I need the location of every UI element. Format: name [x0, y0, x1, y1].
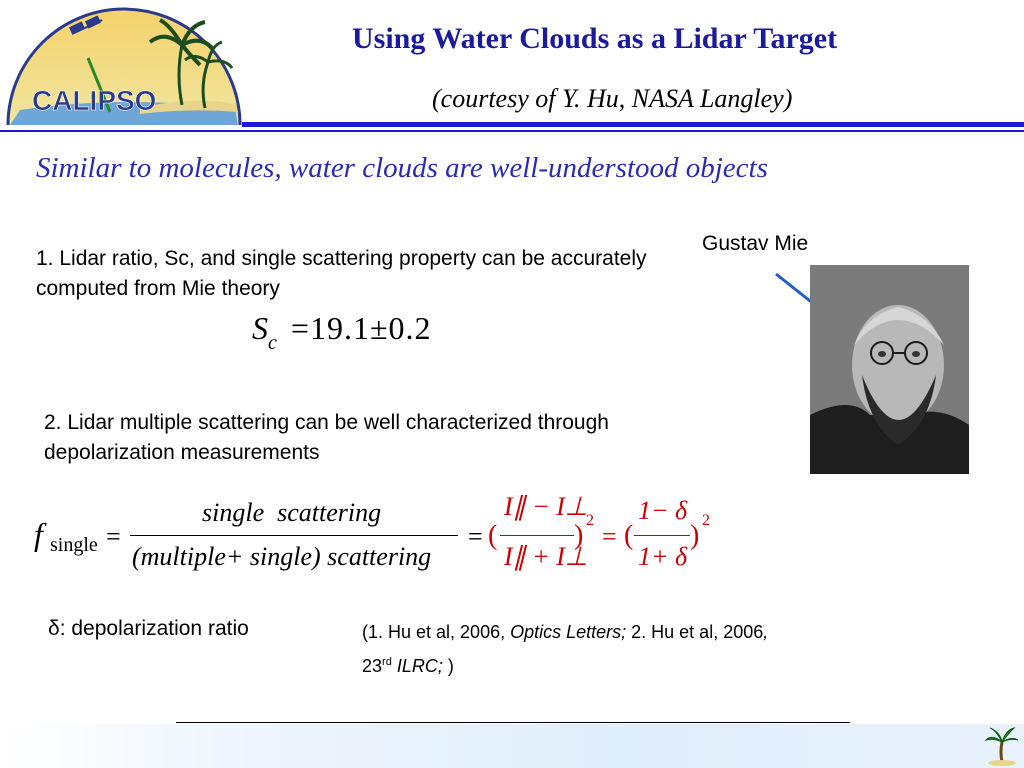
- eq2-delta-numerator: 1− δ: [638, 496, 688, 525]
- point-two-text: 2. Lidar multiple scattering can be well characterized through depolarization measurements: [44, 411, 609, 464]
- eq2-delta-denominator: 1+ δ: [638, 542, 688, 571]
- palm-tree-icon: [982, 726, 1022, 766]
- eq2-delta-bar: [634, 535, 690, 536]
- eq2-equals-2: =: [468, 522, 483, 551]
- ref-journal2: ILRC;: [391, 656, 443, 676]
- eq2-intensity-bar: [500, 535, 574, 536]
- footer-rule: [176, 722, 850, 723]
- header-rule-thick: [242, 122, 1024, 127]
- eq1-symbol: S: [252, 310, 268, 346]
- logo-text: CALIPSO: [32, 85, 157, 116]
- ref-close: ): [442, 656, 454, 676]
- eq2-num-single: single: [202, 498, 265, 527]
- slide-subtitle: Similar to molecules, water clouds are well-understood objects: [36, 152, 768, 184]
- equation-lidar-ratio: [252, 310, 432, 354]
- reference-citation: [362, 617, 922, 681]
- point-one-text: 1. Lidar ratio, Sc, and single scattering property can be accurately computed from Mie theory: [36, 247, 647, 300]
- eq2-open-paren-2: (: [624, 520, 634, 551]
- slide-title: Using Water Clouds as a Lidar Target: [352, 22, 838, 55]
- ref-num: 23: [362, 656, 383, 676]
- depolarization-note: δ: depolarization ratio: [48, 617, 249, 640]
- eq2-lhs-symbol: f: [34, 516, 43, 552]
- eq2-equals-3: =: [602, 522, 617, 551]
- gustav-mie-portrait: [810, 265, 969, 474]
- equation-single-fraction: [0, 490, 760, 590]
- ref-part1: (1. Hu et al, 2006,: [362, 622, 511, 642]
- courtesy-line: (courtesy of Y. Hu, NASA Langley): [432, 84, 793, 113]
- portrait-caption: Gustav Mie: [702, 232, 809, 255]
- ref-comma: ,: [763, 622, 769, 642]
- ref-sup: rd: [382, 656, 392, 668]
- eq2-equals-1: =: [106, 522, 121, 551]
- calipso-logo: [0, 0, 245, 125]
- eq2-fraction-bar: [130, 535, 458, 536]
- eq2-lhs-subscript: single: [50, 534, 98, 556]
- eq1-rhs: =19.1±0.2: [290, 310, 432, 346]
- eq2-intensity-numerator: I∥ − I⊥: [504, 492, 588, 521]
- eq2-close-paren-2: ): [690, 520, 700, 551]
- ref-journal1: Optics Letters;: [510, 622, 627, 642]
- eq2-power-2: 2: [702, 512, 710, 529]
- footer-gradient: [0, 724, 1024, 768]
- eq2-intensity-denominator: I∥ + I⊥: [504, 542, 588, 571]
- ref-part2: 2. Hu et al, 2006: [626, 622, 764, 642]
- eq2-open-paren-1: (: [488, 520, 498, 551]
- eq1-subscript: c: [268, 332, 277, 354]
- eq2-num-scattering: scattering: [277, 498, 382, 527]
- eq2-power-1: 2: [586, 512, 594, 529]
- header-rule-thin: [0, 130, 1024, 132]
- eq2-denominator: (multiple+ single) scattering: [132, 542, 432, 571]
- eq2-numerator: [202, 498, 381, 528]
- eq2-close-paren-1: ): [574, 520, 584, 551]
